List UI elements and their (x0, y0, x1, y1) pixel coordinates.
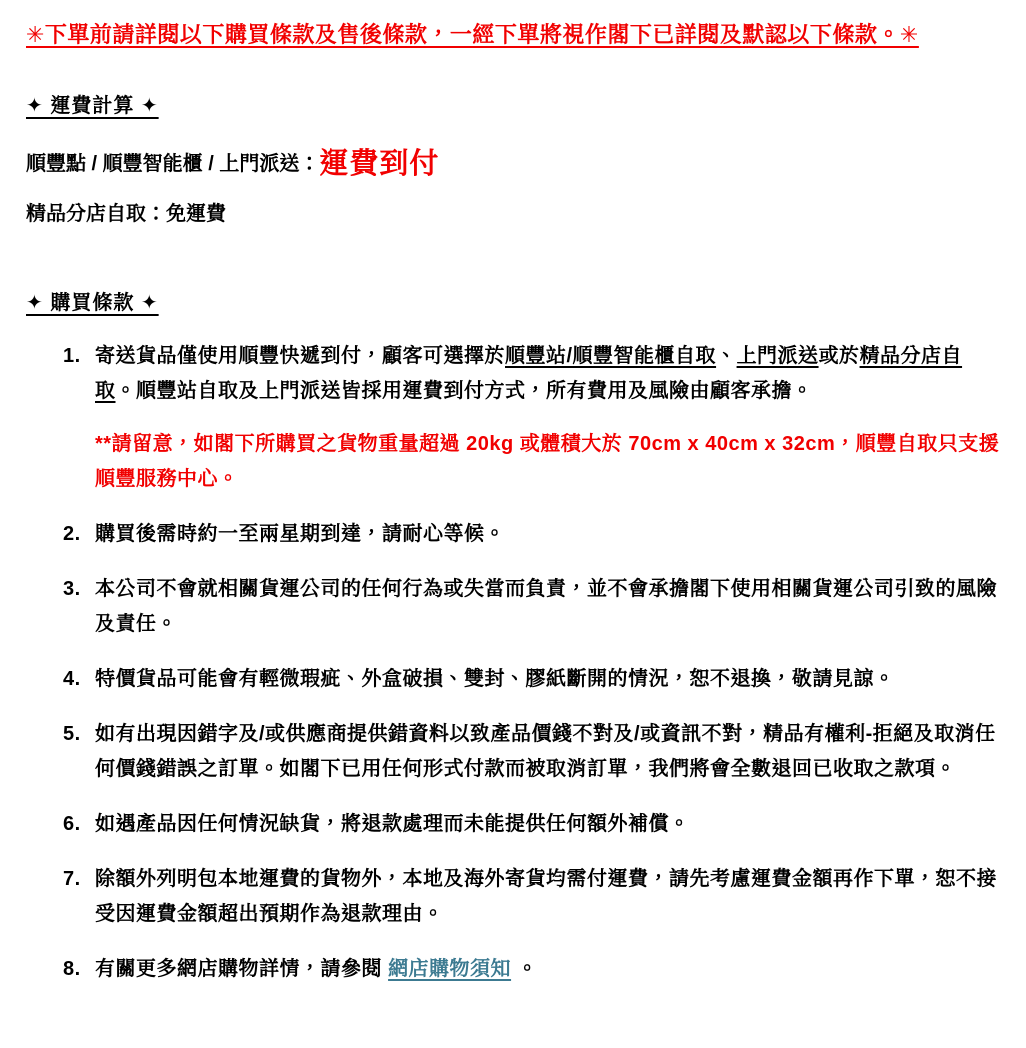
terms-section-heading (26, 292, 1000, 315)
term-item-8 (95, 952, 1000, 987)
term-item-7 (95, 862, 1000, 932)
term-item-2 (95, 517, 1000, 552)
term-item-3 (95, 572, 1000, 642)
term-1-text: 寄送貨品僅使用順豐快遞到付，顧客可選擇於 (95, 345, 505, 367)
shipping-cod-value: 運費到付 (319, 148, 440, 180)
term-8-text: 有關更多網店購物詳情，請參閱 (95, 958, 389, 980)
online-shopping-info-link[interactable]: 網店購物須知 (388, 958, 512, 980)
term-8-period: 。 (511, 958, 538, 980)
shipping-methods-prefix: 順豐點 / 順豐智能櫃 / 上門派送： (26, 153, 320, 175)
term-2-text: 購買後需時約一至兩星期到達，請耐心等候。 (95, 523, 505, 545)
term-1-underline-home-delivery: 上門派送 (736, 345, 819, 367)
term-7-text: 除額外列明包本地運費的貨物外，本地及海外寄貨均需付運費，請先考慮運費金額再作下單，恕不接受因運費金額超出預期作為退款理由。 (95, 868, 997, 925)
terms-heading-text: ✦ 購買條款 ✦ (26, 292, 159, 314)
term-4-text: 特價貨品可能會有輕微瑕疵、外盒破損、雙封、膠紙斷開的情況，恕不退換，敬請見諒。 (95, 668, 895, 690)
shipping-section-heading (26, 95, 1000, 118)
term-5-text: 如有出現因錯字及/或供應商提供錯資料以致產品價錢不對及/或資訊不對，精品有權利-拒絕及取消任何價錢錯誤之訂單。如閣下已用任何形式付款而被取消訂單，我們將會全數退回已收取之款項。 (95, 723, 996, 780)
shipping-methods-line (26, 144, 1000, 184)
term-3-text: 本公司不會就相關貨運公司的任何行為或失當而負責，並不會承擔閣下使用相關貨運公司引致的風險及責任。 (95, 578, 997, 635)
term-item-4 (95, 662, 1000, 697)
term-1-weight-note: **請留意，如閣下所購買之貨物重量超過 20kg 或體積大於 70cm x 40cm x 32cm，順豐自取只支援順豐服務中心。 (95, 433, 1000, 490)
term-1-underline-sf-pickup: 順豐站/順豐智能櫃自取 (505, 345, 717, 367)
terms-list (26, 339, 1000, 987)
term-item-1: 寄送貨品僅使用順豐快遞到付，顧客可選擇於順豐站/順豐智能櫃自取、上門派送或於精品分店自取。順豐站自取及上門派送皆採用運費到付方式，所有費用及風險由顧客承擔。 **請留意，如閣下所購買之貨物重量超過 20kg 或體積大於 70cm x 40cm x 32cm，順豐自取只支援順豐服務中心。 (95, 339, 1000, 497)
term-1-underline-store-pickup: 精品分店自取 (95, 345, 963, 402)
top-notice: ✳下單前請詳閱以下購買條款及售後條款，一經下單將視作閣下已詳閱及默認以下條款。✳ (26, 22, 919, 47)
term-item-5 (95, 717, 1000, 787)
store-pickup-line: 精品分店自取：免運費 (26, 203, 226, 225)
shipping-heading-text: ✦ 運費計算 ✦ (26, 95, 159, 117)
term-item-6 (95, 807, 1000, 842)
term-6-text: 如遇產品因任何情況缺貨，將退款處理而未能提供任何額外補償。 (95, 813, 690, 835)
